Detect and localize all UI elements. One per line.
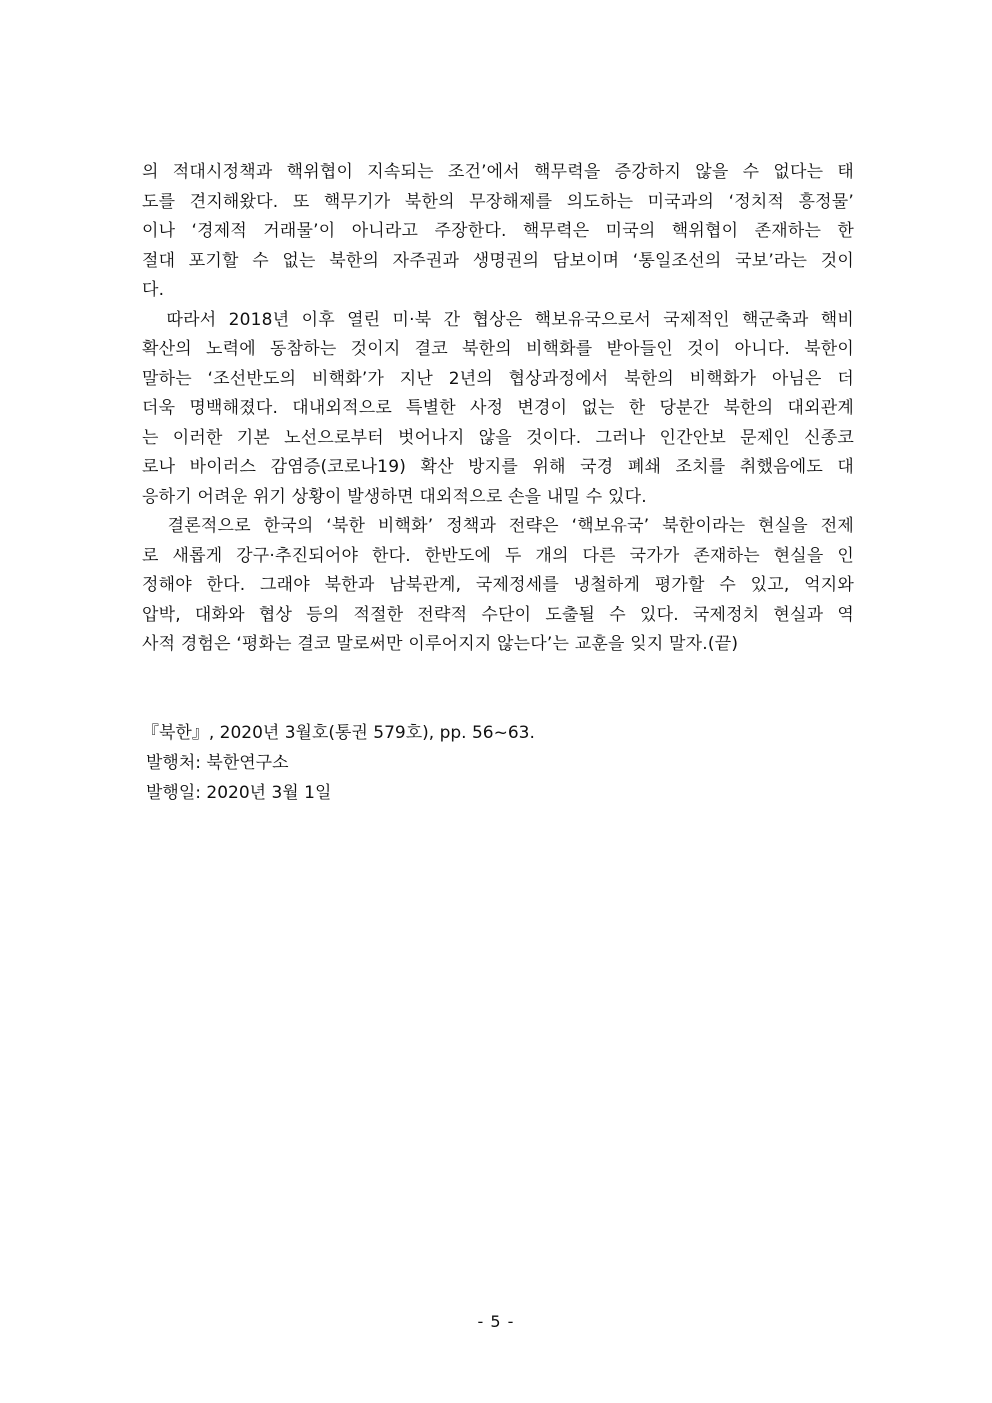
text-line: 다. [142,280,165,300]
source-info [142,718,842,808]
text-line: 도를 견지해왔다. 또 핵무기가 북한의 무장해제를 의도하는 미국과의 ‘정치적 흥정물’ [142,191,854,212]
text-line: 따라서 2018년 이후 열린 미·북 간 협상은 핵보유국으로서 국제적인 핵군축과 핵비 [142,309,854,330]
text-line: 압박, 대화와 협상 등의 적절한 전략적 수단이 도출될 수 있다. 국제정치 현실과 역 [142,604,854,625]
text-line: 로나 바이러스 감염증(코로나19) 확산 방지를 위해 국경 폐쇄 조치를 취했음에도 대 [142,457,854,477]
source-date: 발행일: 2020년 3월 1일 [146,783,332,803]
text-line: 는 이러한 기본 노선으로부터 벗어나지 않을 것이다. 그러나 인간안보 문제인 신종코 [142,427,854,448]
source-publisher: 발행처: 북한연구소 [146,753,289,773]
text-line: 말하는 ‘조선반도의 비핵화’가 지난 2년의 협상과정에서 북한의 비핵화가 아님은 더 [142,368,854,389]
page-number: - 5 - [477,1312,515,1331]
text-line: 결론적으로 한국의 ‘북한 비핵화’ 정책과 전략은 ‘핵보유국’ 북한이라는 현실을 전제 [142,516,854,536]
text-line: 로 새롭게 강구·추진되어야 한다. 한반도에 두 개의 다른 국가가 존재하는 현실을 인 [142,545,854,566]
text-line: 사적 경험은 ‘평화는 결코 말로써만 이루어지지 않는다’는 교훈을 잊지 말자.(끝) [142,634,739,654]
source-citation: 『북한』, 2020년 3월호(통권 579호), pp. 56~63. [142,723,535,743]
text-line: 절대 포기할 수 없는 북한의 자주권과 생명권의 담보이며 ‘통일조선의 국보’라는 것이 [142,250,854,271]
text-line: 의 적대시정책과 핵위협이 지속되는 조건’에서 핵무력을 증강하지 않을 수 없다는 태 [142,162,854,182]
body-text [142,158,854,660]
text-line: 확산의 노력에 동참하는 것이지 결코 북한의 비핵화를 받아들인 것이 아니다. 북한이 [142,339,854,359]
text-line: 이나 ‘경제적 거래물’이 아니라고 주장한다. 핵무력은 미국의 핵위협이 존재하는 한 [142,221,854,241]
text-line: 정해야 한다. 그래야 북한과 남북관계, 국제정세를 냉철하게 평가할 수 있고, 억지와 [142,575,854,595]
text-line: 더욱 명백해졌다. 대내외적으로 특별한 사정 변경이 없는 한 당분간 북한의 대외관계 [142,398,854,418]
text-line: 응하기 어려운 위기 상황이 발생하면 대외적으로 손을 내밀 수 있다. [142,486,647,507]
